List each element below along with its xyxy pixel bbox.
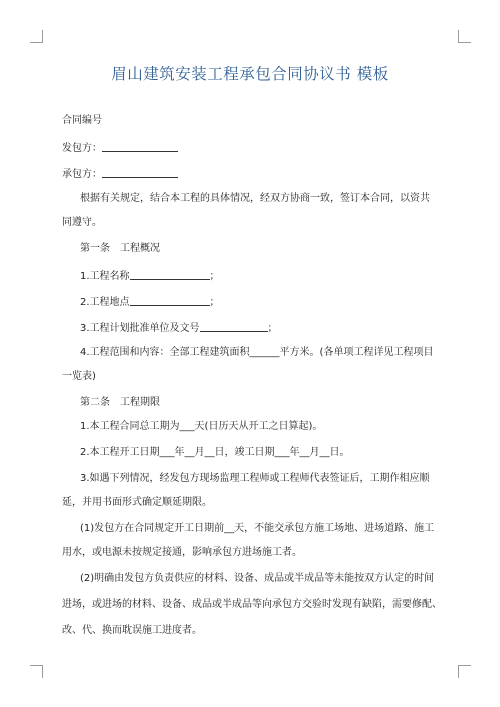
page-corner-mark	[30, 30, 43, 43]
doc-line: 3.如遇下列情况，经发包方现场监理工程师或工程师代表签证后，工期作相应顺	[80, 473, 430, 484]
doc-line: 发包方：	[62, 141, 442, 155]
page-corner-mark	[458, 665, 471, 678]
doc-line: 2.本工程开工日期___年__月__日，竣工日期___年__月__日。	[80, 447, 350, 458]
doc-line: 3.工程计划批准单位及文号 ；	[80, 323, 278, 334]
doc-line: 承包方：	[62, 167, 442, 181]
doc-line: 合同编号	[62, 115, 102, 126]
doc-line: 同遵守。	[62, 217, 102, 228]
fill-in-blank	[102, 167, 178, 178]
doc-line: 根据有关规定，结合本工程的具体情况，经双方协商一致，签订本合同，以资共	[80, 193, 430, 204]
document-title: 眉山建筑安装工程承包合同协议书 模板	[111, 65, 389, 83]
doc-line: 进场，或进场的材料、设备、成品或半成品等向承包方交验时发现有缺陷，需要修配、	[62, 599, 442, 610]
doc-line: (1)发包方在合同规定开工日期前__天，不能交承包方施工场地、进场道路、施工	[80, 523, 435, 534]
fill-in-blank	[130, 295, 210, 306]
doc-line: 改、代、换而耽误施工进度者。	[62, 625, 202, 636]
doc-line: 延，并用书面形式确定顺延期限。	[62, 497, 212, 508]
page-corner-mark	[458, 30, 471, 43]
doc-line: 一览表)	[62, 371, 96, 382]
section-heading: 第二条 工程期限	[80, 397, 160, 408]
doc-line: 1.本工程合同总工期为___天(日历天从开工之日算起)。	[80, 421, 323, 432]
doc-line: 1.工程名称 ；	[80, 271, 220, 282]
doc-line: 4.工程范围和内容：全部工程建筑面积______平方米。(各单项工程详见工程项目	[80, 347, 434, 358]
fill-in-blank	[200, 321, 268, 332]
doc-line: 用水，或电源未按规定接通，影响承包方进场施工者。	[62, 547, 302, 558]
section-heading: 第一条 工程概况	[80, 243, 160, 254]
doc-line: 2.工程地点 ；	[80, 297, 220, 308]
fill-in-blank	[102, 141, 178, 152]
fill-in-blank	[130, 269, 210, 280]
doc-line: (2)明确由发包方负责供应的材料、设备、成品或半成品等未能按双方认定的时间	[80, 573, 435, 584]
page-corner-mark	[30, 665, 43, 678]
